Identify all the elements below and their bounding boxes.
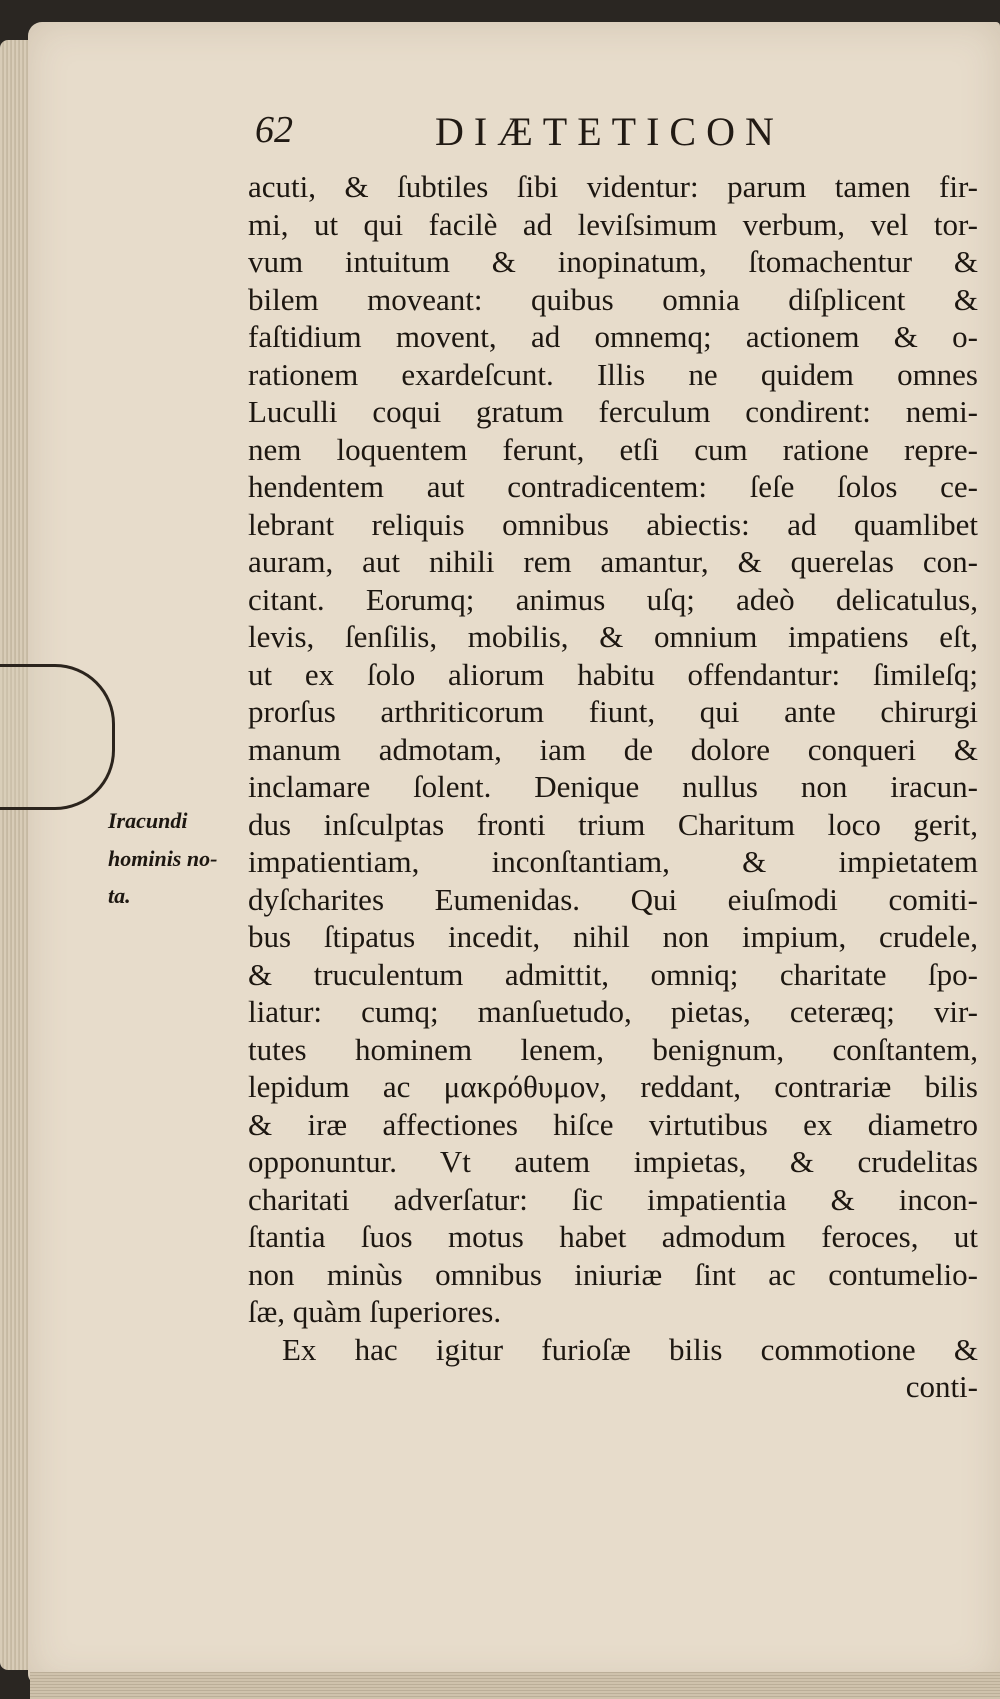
text-line: nem loquentem ferunt, etſi cum ratione repre- [248,431,978,467]
page-title: DIÆTETICON [435,109,784,154]
text-line: dyſcharites Eumenidas. Qui eiuſmodi comiti- [248,881,978,917]
text-line: levis, ſenſilis, mobilis, & omnium impatiens eſt, [248,619,978,654]
text-line: inclamare ſolent. Denique nullus non iracun- [248,769,978,804]
margin-note-line: hominis no- [108,845,218,871]
page-number: 62 [255,109,293,151]
page-edges-bottom [30,1672,1000,1699]
text-line: non minùs omnibus iniuriæ ſint ac contumelio- [248,1256,978,1292]
text-line: & truculentum admittit, omniq; charitate ſpo- [248,956,978,992]
text-line: citant. Eorumq; animus uſq; adeò delicatulus, [248,581,978,617]
running-head [255,108,975,158]
text-line: liatur: cumq; manſuetudo, pietas, ceteræq; vir- [248,994,978,1029]
text-line: Ex hac igitur furioſæ bilis commotione & [282,1331,978,1367]
text-line: lepidum ac μακρόθυμον, reddant, contrariæ bilis [248,1069,978,1104]
text-line: acuti, & ſubtiles ſibi videntur: parum tamen fir- [248,169,978,204]
book-clasp [0,664,115,810]
text-line: rationem exardeſcunt. Illis ne quidem omnes [248,356,978,392]
text-line: tutes hominem lenem, benignum, conſtantem, [248,1031,978,1067]
text-line: manum admotam, iam de dolore conqueri & [248,731,978,767]
margin-note [108,802,248,915]
text-line: faſtidium movent, ad omnemq; actionem & o- [248,319,978,354]
text-line: opponuntur. Vt autem impietas, & crudelitas [248,1144,978,1179]
text-line: bilem moveant: quibus omnia diſplicent & [248,281,978,317]
text-line: ut ex ſolo aliorum habitu offendantur: ſimileſq; [248,656,978,692]
text-line: hendentem aut contradicentem: ſeſe ſolos ce- [248,469,978,504]
page-edges-left [0,40,30,1670]
margin-note-line: ta. [108,883,131,908]
text-line: prorſus arthriticorum fiunt, qui ante chirurgi [248,694,978,729]
text-line: ſæ, quàm ſuperiores. [248,1294,502,1329]
text-line: impatientiam, inconſtantiam, & impietatem [248,844,978,879]
text-line: ſtantia ſuos motus habet admodum feroces, ut [248,1219,978,1254]
text-line: auram, aut nihili rem amantur, & querelas con- [248,544,978,579]
text-line: bus ſtipatus incedit, nihil non impium, crudele, [248,919,978,954]
text-line: charitati adverſatur: ſic impatientia & incon- [248,1181,978,1217]
text-line: vum intuitum & inopinatum, ſtomachentur & [248,244,978,279]
text-line: dus inſculptas fronti trium Charitum loco gerit, [248,806,978,842]
text-line: & iræ affectiones hiſce virtutibus ex diametro [248,1106,978,1142]
text-line: lebrant reliquis omnibus abiectis: ad quamlibet [248,506,978,542]
catchword: conti- [905,1369,978,1404]
text-line: Luculli coqui gratum ferculum condirent: nemi- [248,394,978,429]
margin-note-line: Iracundi [108,808,188,833]
text-line: mi, ut qui facilè ad leviſsimum verbum, vel tor- [248,206,978,242]
body-text [248,168,978,1406]
